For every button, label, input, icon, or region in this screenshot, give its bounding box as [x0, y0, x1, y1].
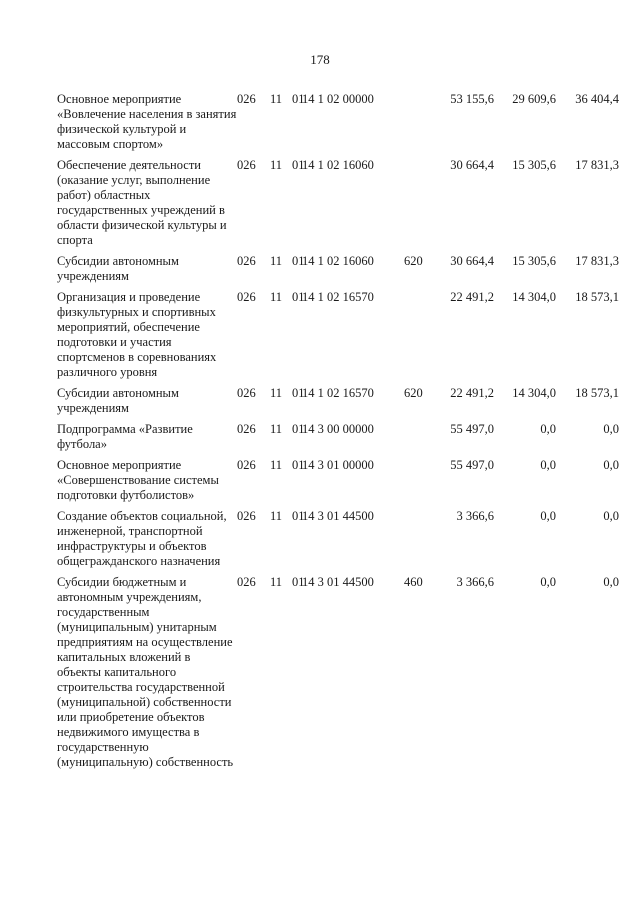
row-amount-year3: 0,0 [603, 422, 619, 436]
row-ministry-code: 026 [237, 386, 256, 400]
row-target-code: 14 1 02 16570 [302, 386, 374, 400]
table-row [57, 458, 619, 503]
row-amount-year1: 22 491,2 [450, 386, 494, 400]
row-amount-year2: 15 305,6 [512, 158, 556, 172]
row-name: Создание объектов социальной, инженерной, транспортной инфраструктуры и объектов общегражданского назначения [57, 509, 227, 568]
row-subsection-code: 01 [292, 158, 305, 172]
row-ministry-code: 026 [237, 422, 256, 436]
row-ministry-code: 026 [237, 158, 256, 172]
row-amount-year3: 36 404,4 [575, 92, 619, 106]
row-amount-year1: 55 497,0 [450, 458, 494, 472]
row-target-code: 14 3 01 00000 [302, 458, 374, 472]
row-target-code: 14 1 02 16060 [302, 158, 374, 172]
row-section-code: 11 [270, 158, 283, 172]
table-row [57, 254, 619, 284]
row-section-code: 11 [270, 422, 283, 436]
row-ministry-code: 026 [237, 458, 256, 472]
row-name: Субсидии автономным учреждениям [57, 254, 179, 283]
row-target-code: 14 3 01 44500 [302, 509, 374, 523]
row-ministry-code: 026 [237, 92, 256, 106]
row-amount-year3: 18 573,1 [575, 290, 619, 304]
row-section-code: 11 [270, 509, 283, 523]
row-amount-year3: 17 831,3 [575, 254, 619, 268]
row-section-code: 11 [270, 290, 283, 304]
row-target-code: 14 3 01 44500 [302, 575, 374, 589]
row-amount-year2: 0,0 [540, 458, 556, 472]
row-subsection-code: 01 [292, 290, 305, 304]
row-amount-year2: 29 609,6 [512, 92, 556, 106]
row-amount-year1: 30 664,4 [450, 254, 494, 268]
row-section-code: 11 [270, 386, 283, 400]
row-expense-type-code: 620 [404, 386, 423, 400]
row-amount-year2: 14 304,0 [512, 290, 556, 304]
row-section-code: 11 [270, 254, 283, 268]
row-name: Основное мероприятие «Совершенствование системы подготовки футболистов» [57, 458, 219, 502]
row-name: Субсидии автономным учреждениям [57, 386, 179, 415]
row-target-code: 14 3 00 00000 [302, 422, 374, 436]
row-amount-year3: 0,0 [603, 509, 619, 523]
row-target-code: 14 1 02 16060 [302, 254, 374, 268]
row-ministry-code: 026 [237, 254, 256, 268]
row-ministry-code: 026 [237, 290, 256, 304]
row-amount-year2: 0,0 [540, 509, 556, 523]
row-subsection-code: 01 [292, 386, 305, 400]
row-name: Подпрограмма «Развитие футбола» [57, 422, 193, 451]
row-subsection-code: 01 [292, 92, 305, 106]
row-name: Обеспечение деятельности (оказание услуг, выполнение работ) областных государственных учреждений в области физической культуры и спорта [57, 158, 227, 247]
row-subsection-code: 01 [292, 458, 305, 472]
budget-table [57, 92, 619, 776]
row-target-code: 14 1 02 16570 [302, 290, 374, 304]
row-amount-year1: 30 664,4 [450, 158, 494, 172]
row-amount-year1: 53 155,6 [450, 92, 494, 106]
row-amount-year2: 15 305,6 [512, 254, 556, 268]
table-row [57, 92, 619, 152]
row-expense-type-code: 620 [404, 254, 423, 268]
row-amount-year1: 3 366,6 [456, 509, 494, 523]
table-row [57, 290, 619, 380]
table-row [57, 575, 619, 770]
row-amount-year3: 0,0 [603, 458, 619, 472]
row-amount-year1: 55 497,0 [450, 422, 494, 436]
row-section-code: 11 [270, 92, 283, 106]
row-amount-year1: 22 491,2 [450, 290, 494, 304]
row-name: Субсидии бюджетным и автономным учреждениям, государственным (муниципальным) унитарным предприятиям на осуществление капитальных вложений в объекты капитального строительства государственной (муниципальной) собственности или приобретение объектов недвижимого имущества в государственную (муниципальную) собственность [57, 575, 234, 769]
row-amount-year1: 3 366,6 [456, 575, 494, 589]
row-amount-year3: 18 573,1 [575, 386, 619, 400]
row-amount-year2: 14 304,0 [512, 386, 556, 400]
row-name: Организация и проведение физкультурных и спортивных мероприятий, обеспечение подготовки и участия спортсменов в соревнованиях различного уровня [57, 290, 217, 379]
row-ministry-code: 026 [237, 575, 256, 589]
row-subsection-code: 01 [292, 575, 305, 589]
table-row [57, 158, 619, 248]
row-section-code: 11 [270, 575, 283, 589]
table-row [57, 422, 619, 452]
row-amount-year2: 0,0 [540, 575, 556, 589]
row-section-code: 11 [270, 458, 283, 472]
row-subsection-code: 01 [292, 254, 305, 268]
page-number: 178 [310, 52, 330, 67]
row-name: Основное мероприятие «Вовлечение населения в занятия физической культурой и массовым спортом» [57, 92, 237, 151]
row-amount-year2: 0,0 [540, 422, 556, 436]
row-expense-type-code: 460 [404, 575, 423, 589]
row-subsection-code: 01 [292, 509, 305, 523]
row-target-code: 14 1 02 00000 [302, 92, 374, 106]
row-subsection-code: 01 [292, 422, 305, 436]
table-row [57, 386, 619, 416]
table-row [57, 509, 619, 569]
row-amount-year3: 0,0 [603, 575, 619, 589]
row-amount-year3: 17 831,3 [575, 158, 619, 172]
row-ministry-code: 026 [237, 509, 256, 523]
